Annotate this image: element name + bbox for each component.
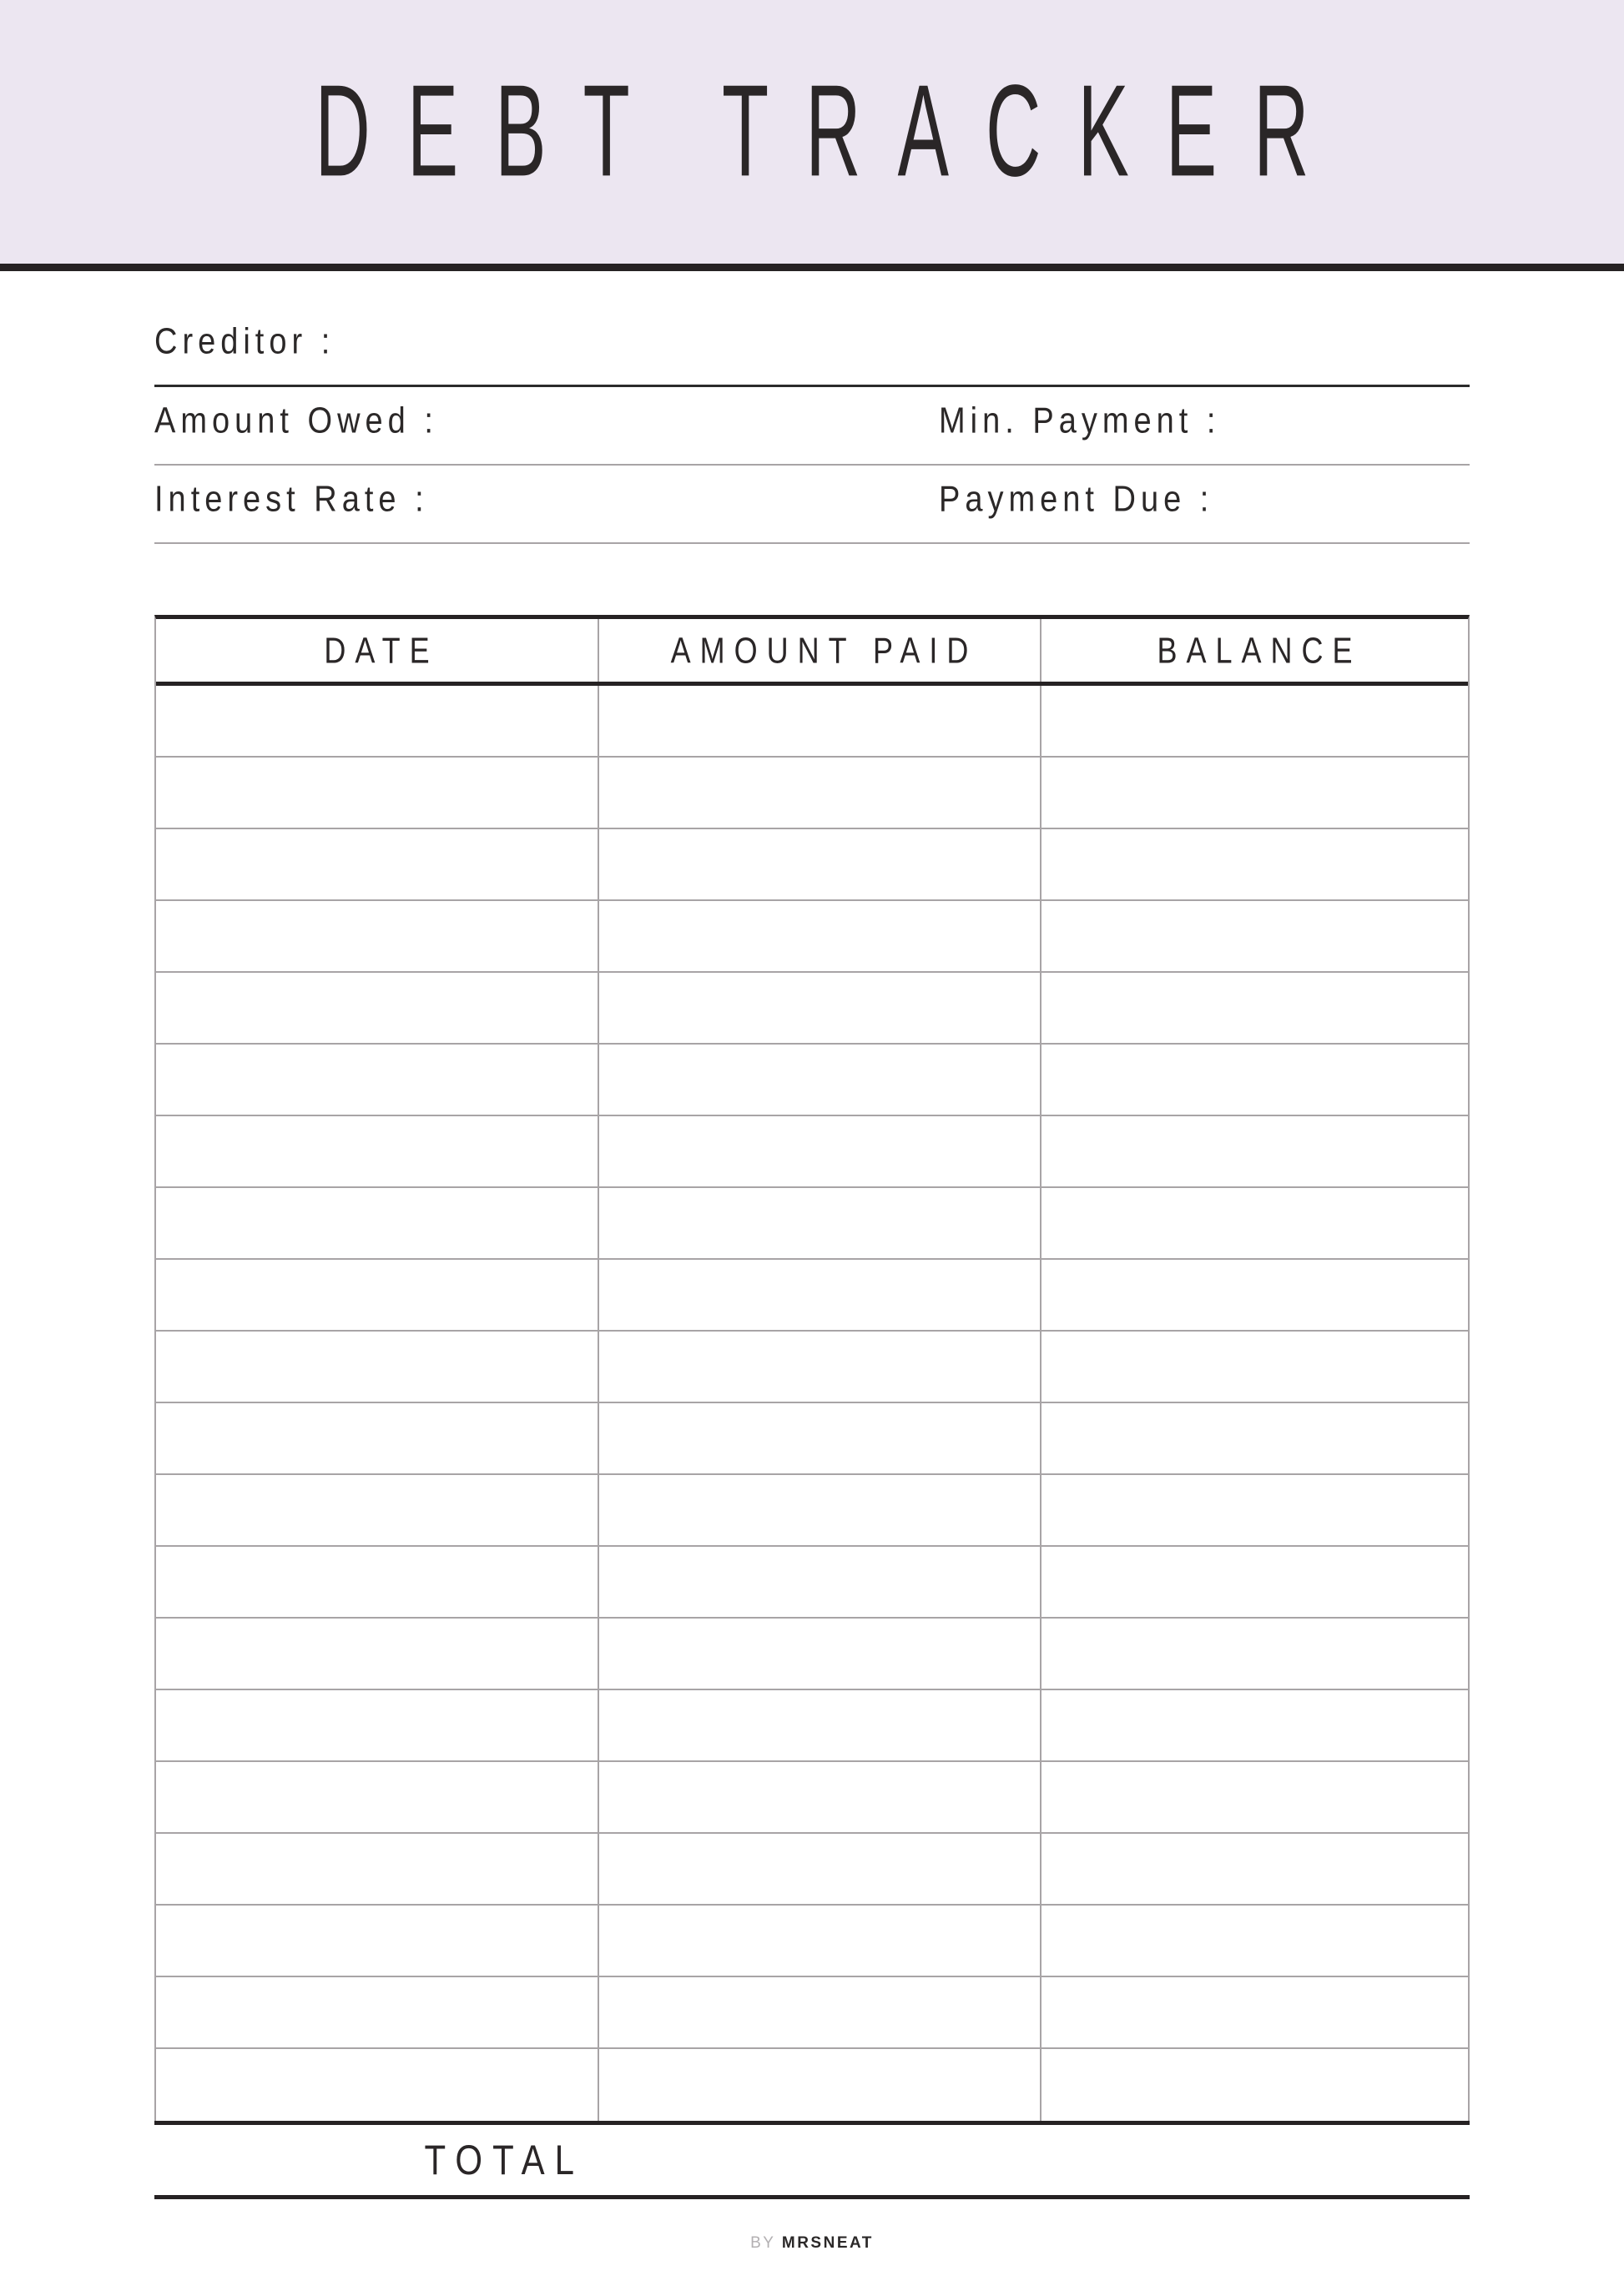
table-cell[interactable] <box>599 1260 1041 1330</box>
table-cell[interactable] <box>599 829 1041 899</box>
table-cell[interactable] <box>1041 1116 1468 1186</box>
table-cell[interactable] <box>156 1690 599 1760</box>
table-row <box>156 1045 1468 1116</box>
date-column-label: DATE <box>324 629 439 671</box>
table-body <box>156 686 1468 2121</box>
creditor-label: Creditor : <box>154 321 335 362</box>
table-cell[interactable] <box>156 1475 599 1545</box>
table-header-row <box>156 619 1468 686</box>
table-row <box>156 1475 1468 1547</box>
table-cell[interactable] <box>156 1977 599 2047</box>
table-row <box>156 1188 1468 1260</box>
footer-credit <box>154 2234 1470 2253</box>
table-cell[interactable] <box>599 901 1041 971</box>
table-cell[interactable] <box>1041 901 1468 971</box>
table-row <box>156 1690 1468 1762</box>
table-cell[interactable] <box>1041 1547 1468 1617</box>
table-row <box>156 1332 1468 1403</box>
table-cell[interactable] <box>599 686 1041 756</box>
table-cell[interactable] <box>599 1116 1041 1186</box>
table-cell[interactable] <box>1041 829 1468 899</box>
table-cell[interactable] <box>599 1762 1041 1832</box>
table-cell[interactable] <box>599 1188 1041 1258</box>
table-row <box>156 1116 1468 1188</box>
page-title: DEBT TRACKER <box>315 58 1346 204</box>
total-balance-cell[interactable] <box>1040 2125 1466 2195</box>
table-cell[interactable] <box>599 1834 1041 1904</box>
table-row <box>156 1977 1468 2049</box>
table-cell[interactable] <box>599 2049 1041 2121</box>
payments-table <box>154 615 1470 2121</box>
table-cell[interactable] <box>1041 1045 1468 1115</box>
table-cell[interactable] <box>1041 1906 1468 1976</box>
table-row <box>156 829 1468 901</box>
table-cell[interactable] <box>1041 1475 1468 1545</box>
table-cell[interactable] <box>156 1260 599 1330</box>
table-cell[interactable] <box>156 829 599 899</box>
balance-column-label: BALANCE <box>1157 629 1362 671</box>
table-cell[interactable] <box>599 1045 1041 1115</box>
table-cell[interactable] <box>1041 1188 1468 1258</box>
table-cell[interactable] <box>1041 1260 1468 1330</box>
amount-owed-field-line[interactable] <box>154 387 1470 466</box>
table-cell[interactable] <box>156 1547 599 1617</box>
table-cell[interactable] <box>156 1116 599 1186</box>
table-cell[interactable] <box>156 1188 599 1258</box>
amount-owed-label: Amount Owed : <box>154 400 438 441</box>
table-cell[interactable] <box>599 1619 1041 1689</box>
amount-paid-column-label: AMOUNT PAID <box>670 629 978 671</box>
table-cell[interactable] <box>599 1906 1041 1976</box>
table-cell[interactable] <box>156 1403 599 1473</box>
form-and-table <box>154 271 1470 2253</box>
table-cell[interactable] <box>599 1475 1041 1545</box>
total-row <box>154 2121 1470 2199</box>
table-row <box>156 973 1468 1045</box>
table-row <box>156 1403 1468 1475</box>
table-cell[interactable] <box>599 1547 1041 1617</box>
table-cell[interactable] <box>1041 2049 1468 2121</box>
table-cell[interactable] <box>156 1834 599 1904</box>
footer-brand-text: MRSNEAT <box>781 2234 874 2252</box>
table-cell[interactable] <box>599 1690 1041 1760</box>
table-cell[interactable] <box>1041 758 1468 828</box>
total-label-cell <box>154 2125 598 2195</box>
min-payment-label: Min. Payment : <box>939 400 1221 441</box>
header-band <box>0 0 1624 271</box>
table-cell[interactable] <box>156 1619 599 1689</box>
table-row <box>156 901 1468 973</box>
table-cell[interactable] <box>1041 1332 1468 1402</box>
table-cell[interactable] <box>1041 973 1468 1043</box>
table-cell[interactable] <box>156 2049 599 2121</box>
table-row <box>156 1762 1468 1834</box>
table-cell[interactable] <box>599 973 1041 1043</box>
table-cell[interactable] <box>1041 1619 1468 1689</box>
creditor-field-line[interactable] <box>154 271 1470 387</box>
table-row <box>156 2049 1468 2121</box>
table-row <box>156 1834 1468 1906</box>
interest-rate-label: Interest Rate : <box>154 479 429 520</box>
table-cell[interactable] <box>156 686 599 756</box>
table-cell[interactable] <box>156 901 599 971</box>
table-cell[interactable] <box>156 1045 599 1115</box>
table-header-balance <box>1041 619 1468 682</box>
table-header-date <box>156 619 599 682</box>
interest-rate-field-line[interactable] <box>154 466 1470 544</box>
table-cell[interactable] <box>1041 686 1468 756</box>
table-row <box>156 1619 1468 1690</box>
payment-due-label: Payment Due : <box>939 479 1214 520</box>
table-cell[interactable] <box>1041 1977 1468 2047</box>
table-cell[interactable] <box>156 1332 599 1402</box>
table-cell[interactable] <box>599 1332 1041 1402</box>
table-cell[interactable] <box>156 973 599 1043</box>
table-cell[interactable] <box>1041 1762 1468 1832</box>
table-cell[interactable] <box>599 1403 1041 1473</box>
table-row <box>156 758 1468 829</box>
table-cell[interactable] <box>156 1906 599 1976</box>
table-row <box>156 686 1468 758</box>
table-cell[interactable] <box>599 758 1041 828</box>
table-cell[interactable] <box>156 1762 599 1832</box>
table-cell[interactable] <box>1041 1690 1468 1760</box>
table-row <box>156 1906 1468 1977</box>
table-cell[interactable] <box>156 758 599 828</box>
table-header-amount-paid <box>599 619 1041 682</box>
table-row <box>156 1260 1468 1332</box>
table-cell[interactable] <box>1041 1403 1468 1473</box>
total-amount-paid-cell[interactable] <box>598 2125 1040 2195</box>
table-cell[interactable] <box>1041 1834 1468 1904</box>
total-label: TOTAL <box>424 2136 584 2183</box>
footer-by-text: BY <box>750 2234 776 2252</box>
table-row <box>156 1547 1468 1619</box>
table-cell[interactable] <box>599 1977 1041 2047</box>
